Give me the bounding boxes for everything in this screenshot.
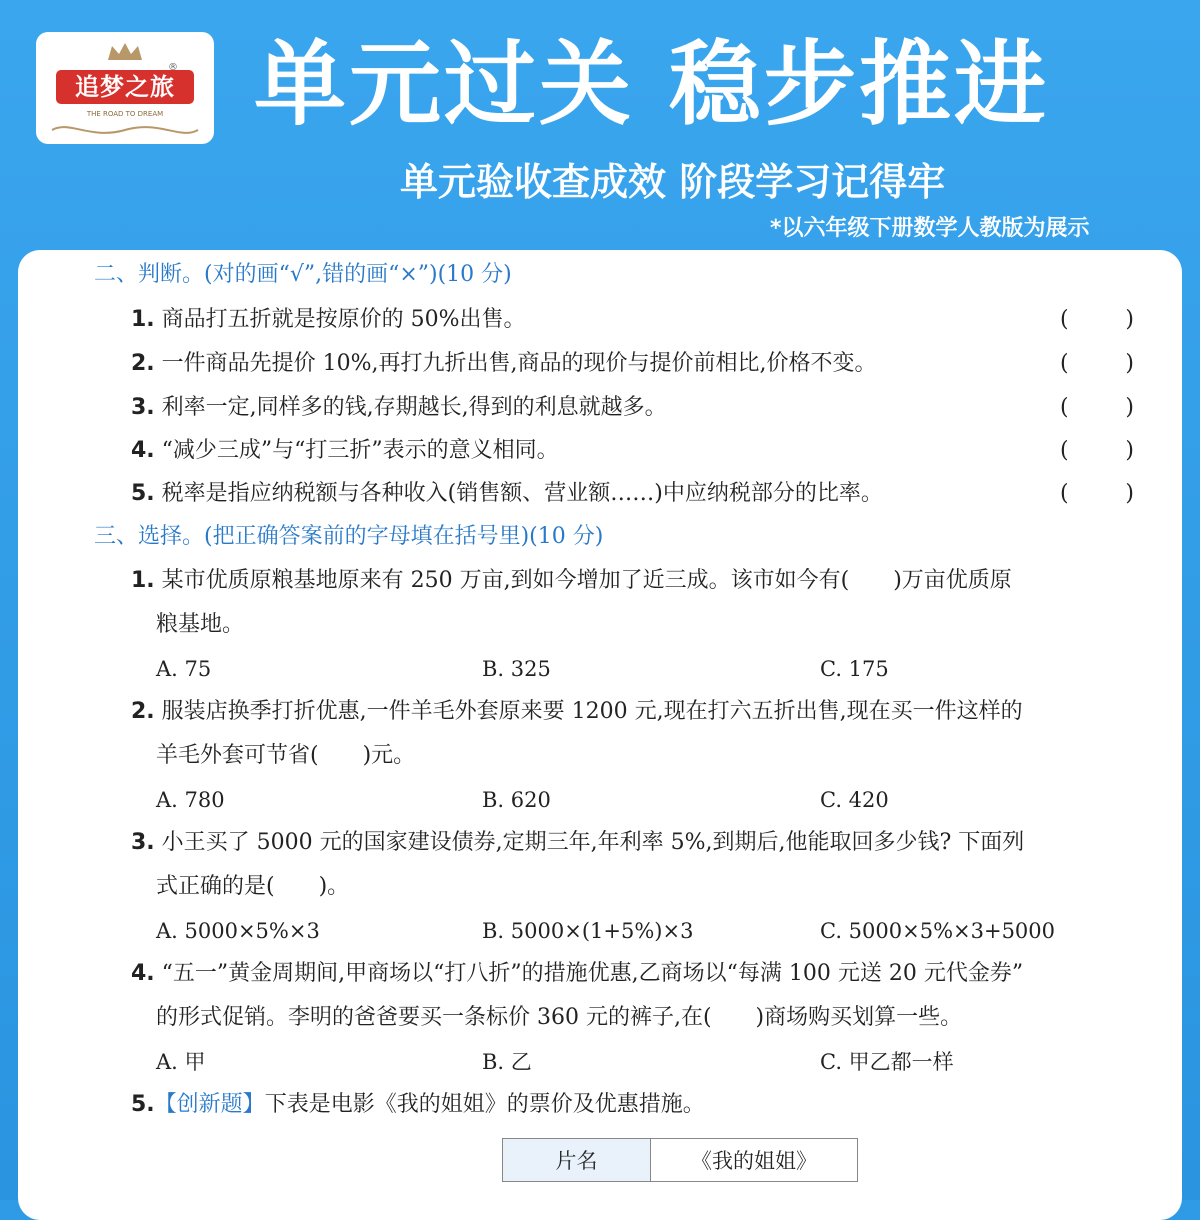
option-b[interactable]: B. 325 bbox=[482, 657, 551, 681]
choice-question-3: 3. 小王买了 5000 元的国家建设债券,定期三年,年利率 5%,到期后,他能取回多少钱? 下面列 bbox=[131, 830, 1025, 855]
registered-mark: ® bbox=[168, 62, 178, 73]
judge-item: 1. 商品打五折就是按原价的 50%出售。 bbox=[131, 307, 526, 332]
choice-heading: 三、选择。(把正确答案前的字母填在括号里)(10 分) bbox=[94, 524, 604, 549]
choice-question-3-cont: 式正确的是( )。 bbox=[156, 874, 350, 899]
choice-question-4: 4. “五一”黄金周期间,甲商场以“打八折”的措施优惠,乙商场以“每满 100 元送 20 元代金券” bbox=[131, 961, 1024, 986]
logo-tagline: THE ROAD TO DREAM bbox=[86, 110, 164, 118]
answer-bracket[interactable]: ( ) bbox=[1060, 351, 1134, 376]
ticket-table bbox=[502, 1138, 858, 1182]
answer-bracket[interactable]: ( ) bbox=[1060, 438, 1134, 463]
banner-subline: 单元验收查成效 阶段学习记得牢 bbox=[400, 160, 946, 204]
choice-question-2: 2. 服装店换季打折优惠,一件羊毛外套原来要 1200 元,现在打六五折出售,现在买一件这样的 bbox=[131, 699, 1023, 724]
choice-question-1-cont: 粮基地。 bbox=[156, 612, 245, 637]
choice-question-2-cont: 羊毛外套可节省( )元。 bbox=[156, 743, 416, 768]
choice-question-4-cont: 的形式促销。李明的爸爸要买一条标价 360 元的裤子,在( )商场购买划算一些。 bbox=[156, 1005, 963, 1030]
option-a[interactable]: A. 甲 bbox=[156, 1050, 206, 1074]
option-a[interactable]: A. 780 bbox=[156, 788, 225, 812]
answer-bracket[interactable]: ( ) bbox=[1060, 481, 1134, 506]
crown-icon bbox=[106, 42, 144, 62]
option-a[interactable]: A. 75 bbox=[156, 657, 212, 681]
answer-bracket[interactable]: ( ) bbox=[1060, 307, 1134, 332]
option-b[interactable]: B. 5000×(1+5%)×3 bbox=[482, 919, 694, 943]
worksheet-paper bbox=[18, 250, 1182, 1220]
choice-question-5: 5.【创新题】下表是电影《我的姐姐》的票价及优惠措施。 bbox=[131, 1092, 705, 1117]
option-c[interactable]: C. 175 bbox=[820, 657, 889, 681]
option-b[interactable]: B. 乙 bbox=[482, 1050, 532, 1074]
judge-heading: 二、判断。(对的画“√”,错的画“×”)(10 分) bbox=[94, 262, 512, 287]
option-a[interactable]: A. 5000×5%×3 bbox=[156, 919, 320, 943]
brand-logo bbox=[36, 32, 214, 144]
option-c[interactable]: C. 420 bbox=[820, 788, 889, 812]
judge-item: 5. 税率是指应纳税额与各种收入(销售额、营业额……)中应纳税部分的比率。 bbox=[131, 481, 883, 506]
table-header-cell: 片名 bbox=[503, 1139, 651, 1182]
banner-note: *以六年级下册数学人教版为展示 bbox=[770, 216, 1090, 241]
option-c[interactable]: C. 5000×5%×3+5000 bbox=[820, 919, 1056, 943]
judge-item: 2. 一件商品先提价 10%,再打九折出售,商品的现价与提价前相比,价格不变。 bbox=[131, 351, 877, 376]
logo-swirl-icon bbox=[50, 122, 200, 138]
judge-item: 4. “减少三成”与“打三折”表示的意义相同。 bbox=[131, 438, 559, 463]
table-value-cell: 《我的姐姐》 bbox=[651, 1139, 858, 1182]
banner-headline: 单元过关 稳步推进 bbox=[254, 31, 1050, 138]
innovation-tag: 【创新题】 bbox=[154, 1092, 265, 1117]
judge-item: 3. 利率一定,同样多的钱,存期越长,得到的利息就越多。 bbox=[131, 395, 667, 420]
answer-bracket[interactable]: ( ) bbox=[1060, 395, 1134, 420]
logo-brand-text: 追梦之旅 bbox=[56, 70, 194, 104]
table-row bbox=[503, 1139, 858, 1182]
option-c[interactable]: C. 甲乙都一样 bbox=[820, 1050, 954, 1074]
option-b[interactable]: B. 620 bbox=[482, 788, 551, 812]
choice-question-1: 1. 某市优质原粮基地原来有 250 万亩,到如今增加了近三成。该市如今有( )万亩优质原 bbox=[131, 568, 1012, 593]
